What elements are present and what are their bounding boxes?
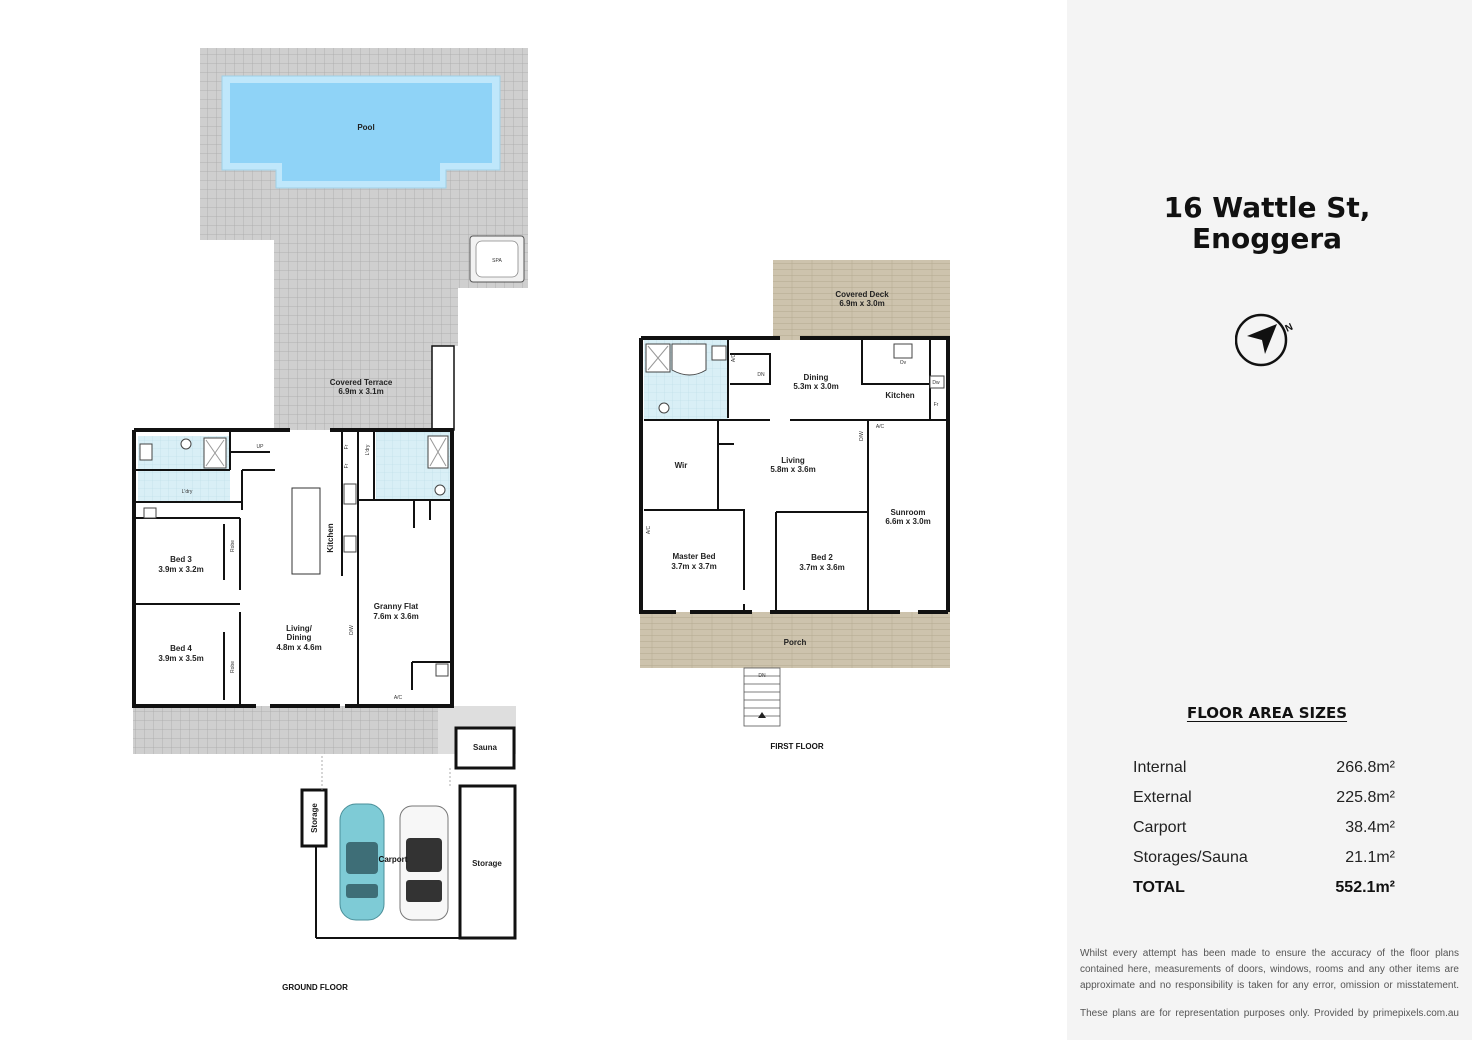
plan-linework <box>894 344 912 358</box>
plan-linework <box>718 422 734 444</box>
floor-area-label: External <box>1133 789 1192 806</box>
stairs-up-label: UP <box>256 444 264 450</box>
robe-label-2: Robe <box>230 661 236 673</box>
sunroom-size: 6.6m x 3.0m <box>885 517 931 526</box>
car-blue <box>340 804 384 920</box>
ground-kitchen-label: Kitchen <box>326 523 335 553</box>
floor-area-label: Carport <box>1133 819 1187 836</box>
dining-size: 5.3m x 3.0m <box>793 382 839 391</box>
ground-floor-plan <box>133 48 528 992</box>
plan-linework <box>776 420 868 612</box>
laundry-label: L'dry <box>181 489 193 495</box>
pool-label: Pool <box>357 123 375 132</box>
plan-linework <box>406 880 442 902</box>
plan-linework <box>230 452 275 470</box>
front-patio <box>133 706 438 754</box>
dishwasher-label: Dw <box>932 380 940 386</box>
plan-linework <box>406 838 442 872</box>
floor-area-value: 38.4m² <box>1345 819 1395 836</box>
carport-label: Carport <box>378 855 408 864</box>
plan-linework <box>181 439 191 449</box>
spa-label: SPA <box>492 258 502 264</box>
floor-area-row-carport <box>1133 819 1395 843</box>
covered-terrace-label: Covered Terrace <box>329 378 393 387</box>
north-label: N <box>1283 321 1295 335</box>
first-living-size: 5.8m x 3.6m <box>770 465 816 474</box>
credit-text: These plans are for representation purposes only. Provided by primepixels.com.au <box>1080 1008 1459 1019</box>
floor-area-value: 225.8m² <box>1336 789 1395 806</box>
master-bed-size: 3.7m x 3.7m <box>671 562 717 571</box>
property-title <box>1067 192 1467 254</box>
covered-deck-label: Covered Deck <box>835 290 889 299</box>
granny-flat-label: Granny Flat <box>373 602 419 611</box>
plan-linework <box>140 444 152 460</box>
floor-area-total-label: TOTAL <box>1133 879 1185 896</box>
plan-linework <box>672 344 706 375</box>
stairs-dn-label: DN <box>758 673 766 679</box>
sauna-label: Sauna <box>472 743 498 752</box>
bed4-size: 3.9m x 3.5m <box>158 654 204 663</box>
plan-linework <box>435 485 445 495</box>
fridge-label-2: Fr <box>344 463 350 469</box>
plan-linework <box>144 508 156 518</box>
disclaimer-text <box>1080 946 1459 994</box>
covered-terrace-size: 6.9m x 3.1m <box>338 387 384 396</box>
bed3-label: Bed 3 <box>170 555 192 564</box>
master-bed-label: Master Bed <box>672 552 716 561</box>
storage-right-label: Storage <box>472 859 502 868</box>
plan-linework <box>644 420 744 612</box>
floor-area-total-value: 552.1m² <box>1335 879 1395 896</box>
floor-area-row-internal <box>1133 759 1395 783</box>
living-dining-size: 4.8m x 4.6m <box>276 643 322 652</box>
covered-deck-size: 6.9m x 3.0m <box>839 299 885 308</box>
floor-area-row-external <box>1133 789 1395 813</box>
plan-linework <box>344 536 356 552</box>
plan-linework <box>322 756 450 790</box>
laundry-label-2: L'dry <box>365 444 371 456</box>
plan-linework <box>346 842 378 874</box>
plan-linework <box>342 432 358 704</box>
plan-linework <box>346 884 378 898</box>
living-dining-label-1: Living/ <box>286 624 312 633</box>
floor-area-value: 266.8m² <box>1336 759 1395 776</box>
info-sidebar <box>1067 0 1472 1040</box>
ground-floor-caption: GROUND FLOOR <box>282 983 348 992</box>
wir-label: Wir <box>674 461 688 470</box>
plan-linework <box>436 664 448 676</box>
bed2-size: 3.7m x 3.6m <box>799 563 845 572</box>
first-dw-label: D/W <box>859 431 865 441</box>
ground-dw-label: D/W <box>349 625 355 635</box>
plan-linework <box>344 484 356 504</box>
fridge-label-first: Fr <box>933 402 939 408</box>
dining-label: Dining <box>803 373 829 382</box>
ground-ac-label: A/C <box>393 695 403 701</box>
floor-area-value: 21.1m² <box>1345 849 1395 866</box>
floor-area-row-storages <box>1133 849 1395 873</box>
fridge-label: Fr <box>344 444 350 450</box>
storage-left-label: Storage <box>310 803 319 833</box>
first-floor-plan <box>640 260 950 751</box>
bed3-size: 3.9m x 3.2m <box>158 565 204 574</box>
bed2-label: Bed 2 <box>811 553 833 562</box>
floor-area-row-total <box>1133 879 1395 903</box>
robe-label-1: Robe <box>230 540 236 552</box>
ac-label-1: A/C <box>731 353 737 363</box>
floor-area-heading: FLOOR AREA SIZES <box>1186 704 1348 722</box>
first-floor-caption: FIRST FLOOR <box>770 742 824 751</box>
floor-area-label: Storages/Sauna <box>1133 849 1248 866</box>
plan-linework <box>292 488 320 574</box>
floor-area-label: Internal <box>1133 759 1187 776</box>
first-living-label: Living <box>781 456 805 465</box>
granny-flat-size: 7.6m x 3.6m <box>373 612 419 621</box>
disclaimer-line: contained here, measurements of doors, windows, rooms and any other items are <box>1080 964 1459 975</box>
bed4-label: Bed 4 <box>170 644 192 653</box>
disclaimer-line: approximate and no responsibility is taken for any error, omission or misstatement. <box>1080 980 1459 991</box>
plan-linework <box>712 346 726 360</box>
ac-label-2: A/C <box>875 424 885 430</box>
oven-label: Ov <box>899 360 907 366</box>
plan-linework <box>659 403 669 413</box>
property-title-line2: Enoggera <box>1191 222 1343 255</box>
north-arrow-icon <box>1235 310 1299 370</box>
disclaimer-line: Whilst every attempt has been made to ensure the accuracy of the floor plans <box>1080 948 1459 959</box>
property-title-line1: 16 Wattle St, <box>1163 191 1371 224</box>
ac-label-3: A/C <box>646 525 652 535</box>
sunroom-label: Sunroom <box>890 508 926 517</box>
first-kitchen-label: Kitchen <box>885 391 915 400</box>
plan-linework <box>432 346 454 430</box>
inner-stairs-dn-label: DN <box>757 372 765 378</box>
porch-label: Porch <box>783 638 807 647</box>
living-dining-label-2: Dining <box>286 633 312 642</box>
